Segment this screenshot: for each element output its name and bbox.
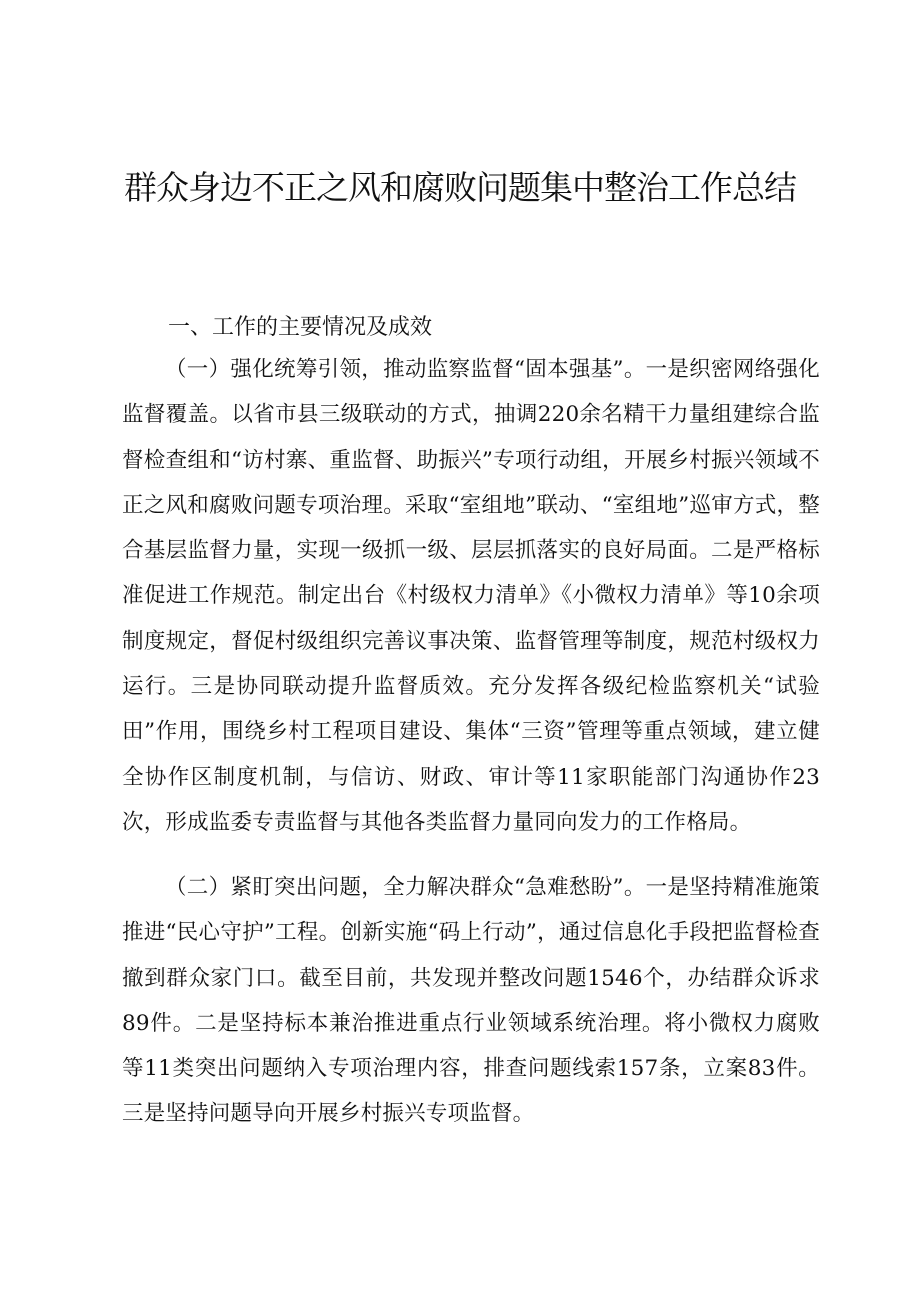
section-heading: 一、工作的主要情况及成效 [168,315,433,340]
paragraph-1: （一）强化统筹引领，推动监察监督“固本强基”。一是织密网络强化监督覆盖。以省市县三级联动的方式，抽调220余名精干力量组建综合监督检查组和“访村寨、重监督、助振兴”专项行动组，开展乡村振兴领域不正之风和腐败问题专项治理。采取“室组地”联动、“室组地”巡审方式，整合基层监督力量，实现一级抓一级、层层抓落实的良好局面。二是严格标准促进工作规范。制定出台《村级权力清单》《小微权力清单》等10余项制度规定，督促村级组织完善议事决策、监督管理等制度，规范村级权力运行。三是协同联动提升监督质效。充分发挥各级纪检监察机关“试验田”作用，围绕乡村工程项目建设、集体“三资”管理等重点领域，建立健全协作区制度机制，与信访、财政、审计等11家职能部门沟通协作23次，形成监委专责监督与其他各类监督力量同向发力的工作格局。 [122,357,820,835]
document-title: 群众身边不正之风和腐败问题集中整治工作总结 [124,168,796,207]
paragraph-2: （二）紧盯突出问题，全力解决群众“急难愁盼”。一是坚持精准施策推进“民心守护”工程。创新实施“码上行动”，通过信息化手段把监督检查撤到群众家门口。截至目前，共发现并整改问题1546个，办结群众诉求89件。二是坚持标本兼治推进重点行业领域系统治理。将小微权力腐败等11类突出问题纳入专项治理内容，排查问题线索157条，立案83件。三是坚持问题导向开展乡村振兴专项监督。 [122,875,820,1127]
